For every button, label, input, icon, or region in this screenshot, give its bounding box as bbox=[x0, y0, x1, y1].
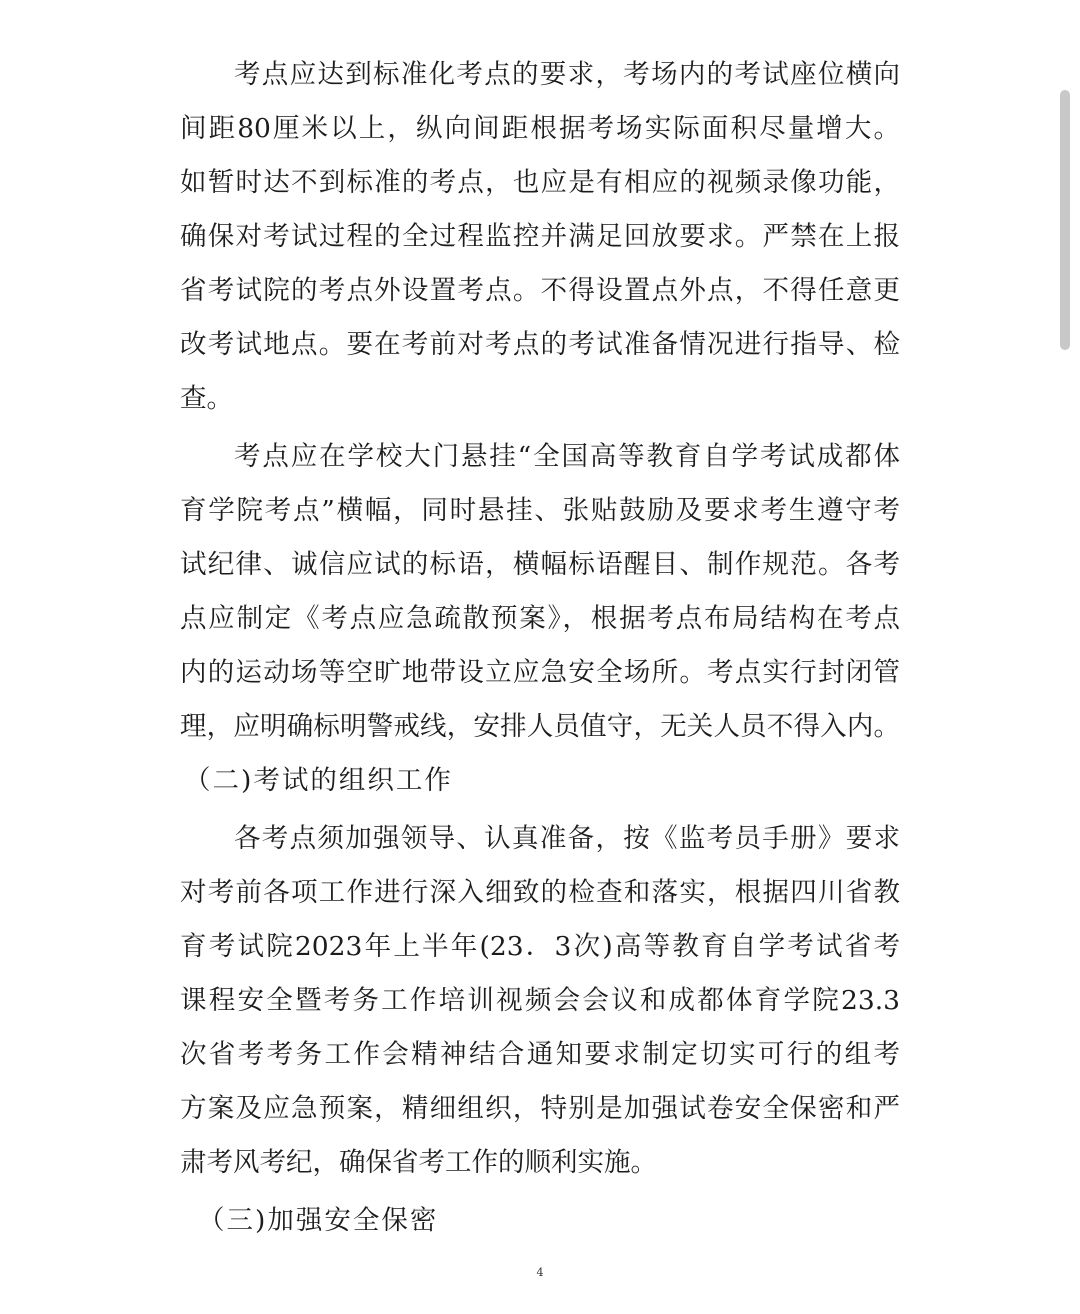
text-line: 改考试地点。要在考前对考点的考试准备情况进行指导、检 bbox=[180, 329, 900, 360]
text-line: 确保对考试过程的全过程监控并满足回放要求。严禁在上报 bbox=[180, 221, 900, 252]
text-line: 考点应达到标准化考点的要求，考场内的考试座位横向 bbox=[234, 59, 900, 90]
paragraph-exam-site-standards bbox=[180, 48, 900, 426]
text-line: 试纪律、诚信应试的标语，横幅标语醒目、制作规范。各考 bbox=[180, 549, 900, 580]
document-body bbox=[180, 48, 900, 1248]
text-line: 课程安全暨考务工作培训视频会会议和成都体育学院23.3 bbox=[180, 985, 900, 1016]
text-line: 育学院考点”横幅，同时悬挂、张贴鼓励及要求考生遵守考 bbox=[180, 495, 900, 526]
text-line: 对考前各项工作进行深入细致的检查和落实，根据四川省教 bbox=[180, 877, 900, 908]
section-heading-security: （三)加强安全保密 bbox=[198, 1205, 439, 1236]
text-line: 内的运动场等空旷地带设立应急安全场所。考点实行封闭管 bbox=[180, 657, 900, 688]
text-line: 育考试院2023年上半年(23．3次)高等教育自学考试省考 bbox=[180, 931, 900, 962]
text-line: 省考试院的考点外设置考点。不得设置点外点，不得任意更 bbox=[180, 275, 900, 306]
text-line: 查。 bbox=[180, 383, 233, 414]
text-line: 方案及应急预案，精细组织，特别是加强试卷安全保密和严 bbox=[180, 1093, 900, 1124]
paragraph-exam-organization bbox=[180, 812, 900, 1190]
text-line: 次省考考务工作会精神结合通知要求制定切实可行的组考 bbox=[180, 1039, 900, 1070]
text-line: 肃考风考纪，确保省考工作的顺利实施。 bbox=[180, 1147, 657, 1178]
text-line: 如暂时达不到标准的考点，也应是有相应的视频录像功能， bbox=[180, 167, 900, 198]
text-line: 考点应在学校大门悬挂“全国高等教育自学考试成都体 bbox=[234, 441, 900, 472]
section-heading-exam-organization: （二)考试的组织工作 bbox=[184, 765, 453, 796]
text-line: 理，应明确标明警戒线，安排人员值守，无关人员不得入内。 bbox=[180, 711, 900, 742]
page-number: 4 bbox=[536, 1266, 544, 1279]
paragraph-banner-requirements bbox=[180, 430, 900, 754]
text-line: 点应制定《考点应急疏散预案》，根据考点布局结构在考点 bbox=[180, 603, 900, 634]
text-line: 各考点须加强领导、认真准备，按《监考员手册》要求 bbox=[234, 823, 900, 854]
text-line: 间距80厘米以上，纵向间距根据考场实际面积尽量增大。 bbox=[180, 113, 900, 144]
scrollbar-thumb[interactable] bbox=[1060, 90, 1070, 350]
